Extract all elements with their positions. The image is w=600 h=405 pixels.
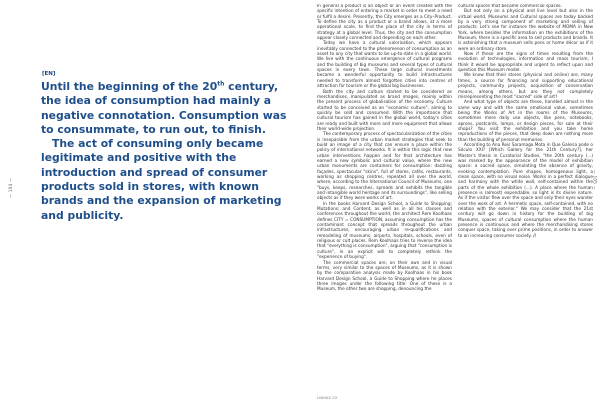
language-tag: [EN] <box>42 71 56 77</box>
body-paragraph: In the books Harvard Design School, a Guide to Shopping; Mutations; and Content, as well as in all his classes and conferences throughout the world, the architect Rem Koolhaas defines CITY = CONSUMPTION, assuming consumption has the contaminant concept that spreads throughout the urban infrastructures, encouraging urban re-qualifications and remodeling of museums, airports, hospitals, schools, even of religious or cult places. Rem Koolhaas tries to reverse the idea that "everything is consumption", arguing that "consumption is culture", in an explicit will to completely rethink the "experience of buying". <box>317 201 452 261</box>
footer-label: LINHAS 03 <box>317 396 338 400</box>
body-paragraph: We know that their stores (physical and online) are, many times, a source for financing and supporting educational projects, community projects, acquisition of conservation means, among others, but are they not completely misrepresenting the most "sacred" side of art? <box>458 73 593 100</box>
pull-quote-paragraph-2: The act of consuming only became legitimate and positive with the introduction and spread of consumer products sold in stores, with known brands and the expansion of marketing and publicity. <box>41 137 282 222</box>
body-paragraph: The contemporary process of spectacularization of the cities is inseparable from the urban market strategies that seek to build an image of a city that can ensure a place within the policy of international networks. It is within this logic that new urban interventions happen and for that architecture has earned a new symbolic and cultural value, where the new urban monuments are containers for consumption: dazzling façades, spectacular "skins", full of stores, cafés, restaurants, working as shopping centres, repeated all over the world, where, according to the International Council of Museums, one "buys, keeps, researches, spreads and exhibits the tangible and intangible world heritage and its surroundings", like selling objects as if they were works of art. <box>317 132 452 202</box>
page-number-left: — 104 — <box>8 177 13 198</box>
body-paragraph: According to Ana Reis Saramago Mota in Que Galeria pode o Século XXI? [Which Gallery for the 21th Century?], her Master's thesis in Curatorial Studies, "the 20th century (...) was marked by the appearance of the model of exhibition space: a sacred space, simulating the absence of gravity, evoking contemplation. Pure shapes, homogenous light, a clean space, with no visual noise. Works in a perfect dialogue and harmony with the white wall, self-contained within the parts of the whole exhibition (...). A place where the human presence is (almost) expendable, so light is its divine nature. As if the visitor flew over the space and only their eyes wander over the work of art. A hermetic space, self-contained, with no relation with the exterior." We may consider that the 21st century will go down in history for the building of big Museums, spaces of cultural consumption where the human presence is continuous and where the merchandising stores conquer space, taking over prime positions, in order to answer to an increasing consumer society. // <box>458 142 593 239</box>
body-paragraph: In general a product is an object or an event created with the specific intention of entering a market in order to meet a need or fulfil a desire. Presently, the City emerges as a City–Product. To define the city as a product or a brand allows, at a more operational scale, to find the place of the city in terms of strategy at a global level. Thus, the city and the consumption appear closely connected and depending on each other. <box>317 4 452 42</box>
pull-quote-paragraph-1: Until the beginning of the 20th century, the idea of consumption had mainly a negative connotation. Consumption was to consummate, to run out, to finish. <box>41 80 287 136</box>
body-column-1 <box>317 4 452 396</box>
body-paragraph: Now if these are the signs of times resulting from the evolution of technologies, information and mass tourism, I think it would be appropriate and urgent to reflect upon and question this Museum model. <box>458 52 593 74</box>
body-paragraph: The commercial spaces are, on their own and in visual terms, very similar to the spaces of Museums, as it is shown by the comparative analysis made by Koolhaas in his book Harvard Design School, a Guide to Shopping where he places three images under the following title: One of these is a Museum, the other two are shopping, denouncing the <box>317 260 452 293</box>
body-paragraph: And what type of objects are these, handled almost in the same way and with the same emotional value, sometimes being the Works of Art in the rooms of the Museums, sometimes mere daily use objects, like pens, notebooks, aprons, postcards, lamps, or design pieces, for sale at their shops? You visit the exhibition and you take home reproductions of the pieces, that deep down are nothing more than the building of personal memories. <box>458 100 593 143</box>
body-paragraph: Today we have a cultural valorisation, which appears inevitably connected to the phenomenon of consumption as an asset to any city that wants to be up-to-date in a global world. We live with the continuous emergence of cultural programs and the building of big museums and several types of cultural spaces in every town. These large cultural investments became a wonderful opportunity to build infrastructures needed to transform almost forgotten cities into centres of attraction for tourism or the global big businesses. <box>317 41 452 90</box>
pull-quote <box>41 80 301 223</box>
body-paragraph: But not only on a physical and live level but also in the virtual world, Museums and Cultural spaces are today backed by a very strong component of marketing and selling of products. Let's see for instance the website of MOMA in New York, where besides the information on the exhibitions of the Museum, there is a specific area to sell products and brands. It is astonishing that a museum sells pens or home décor as if it were an ordinary store. <box>458 9 593 52</box>
end-mark: // <box>533 233 537 239</box>
body-paragraph: cultural spaces that became commercial spaces. <box>458 4 563 9</box>
body-paragraph: Both the city and culture started to be considered as merchandises, manipulated as brand images, mainly within the present process of globalisation of the economy. Culture started to be conceived as an "economic culture", aiming to quickly be sold and consumed. With the importance that cultural tourism has gained in the global world, today's cities are ready and built with more and more equipment that allows their world-wide projection. <box>317 89 452 132</box>
page-number-right: — 105 — <box>592 169 597 190</box>
body-column-2 <box>458 4 593 396</box>
